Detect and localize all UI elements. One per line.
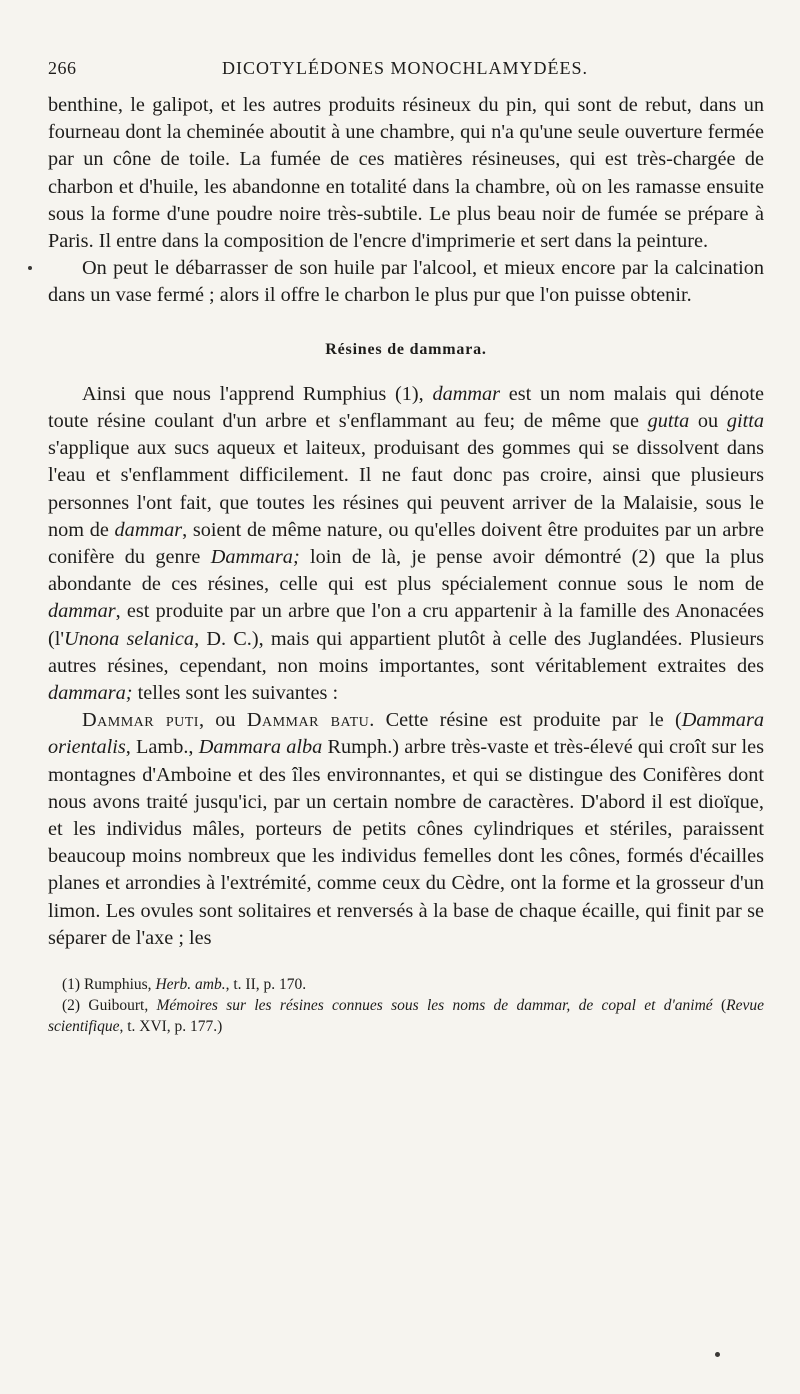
text-run: , t. II, p. 170.: [225, 976, 307, 994]
italic-term: Mémoires sur les résines connues sous les noms de dammar, de copal et d'animé: [156, 997, 713, 1015]
text-run: . Cette résine est produite par le (: [369, 709, 682, 732]
footnote-1: [48, 974, 764, 995]
italic-term: Revue scientifique: [48, 997, 764, 1036]
text-run: telles sont les suivantes :: [132, 682, 339, 705]
body-text: [48, 92, 764, 952]
margin-mark: [28, 266, 32, 270]
running-header: [48, 58, 764, 92]
italic-term: dammar: [114, 518, 183, 541]
italic-term: Dammara alba: [198, 736, 323, 759]
smallcaps-term: Dammar batu: [246, 709, 370, 732]
text-run: (1) Rumphius,: [62, 976, 156, 994]
text-run: , D. C.), mais qui appartient plutôt à celle des Juglandées. Plusieurs autres résines, cependant, non moins importantes, sont véritablement extraites des: [48, 627, 764, 677]
italic-term: dammara;: [48, 682, 133, 705]
paragraph-charcoal: On peut le débarrasser de son huile par l'alcool, et mieux encore par la calcination dans un vase fermé ; alors il offre le charbon le plus pur que l'on puisse obtenir.: [48, 257, 764, 307]
text-run: Ainsi que nous l'apprend Rumphius (1),: [82, 382, 433, 405]
text-run: (: [712, 997, 727, 1015]
text-run: loin de là, je pense avoir démontré (2) que la plus abondante de ces résines, celle qui est plus spécialement connue sous le nom de: [48, 546, 764, 596]
text-run: , ou: [198, 709, 247, 732]
text-run: ou: [689, 410, 727, 433]
italic-term: Herb. amb.: [155, 976, 226, 994]
section-heading: Résines de dammara.: [325, 340, 487, 358]
margin-mark: [715, 1352, 720, 1357]
italic-term: gutta: [647, 410, 690, 433]
paragraph-continued: benthine, le galipot, et les autres produits résineux du pin, qui sont de rebut, dans un fourneau dont la cheminée aboutit à une chambre, qui n'a qu'une seule ouverture fermée par un cône de toile. La fumée de ces matières résineuses, qui est très-chargée de charbon et d'huile, les abandonne en totalité dans la chambre, où on les ramasse ensuite sous la forme d'une poudre noire très-subtile. Le plus beau noir de fumée se prépare à Paris. Il entre dans la composition de l'encre d'imprimerie et sert dans la peinture.: [48, 94, 764, 253]
italic-term: dammar: [432, 382, 501, 405]
paragraph-dammar-origin: [48, 381, 764, 707]
text-run: , est produite par un arbre que l'on a cru appartenir à la famille des Anonacées (l': [48, 600, 764, 650]
footnote-2: [48, 995, 764, 1037]
smallcaps-term: Dammar puti: [82, 709, 199, 732]
italic-term: Dammara orientalis: [48, 709, 764, 759]
text-run: s'applique aux sucs aqueux et laiteux, produisant des gommes qui se dissolvent dans l'eau et s'enflamment difficilement. Il ne faut donc pas croire, ainsi que plusieurs personnes l'ont fait, que toutes les résines qui peuvent arriver de la Malaisie, sous le nom de: [48, 437, 764, 541]
italic-term: gitta: [726, 410, 764, 433]
italic-term: dammar: [48, 600, 116, 623]
paragraph-dammar-puti: [48, 707, 764, 952]
italic-term: Unona selanica: [64, 627, 195, 650]
italic-term: Dammara;: [210, 546, 300, 569]
running-title: DICOTYLÉDONES MONOCHLAMYDÉES.: [222, 58, 588, 78]
text-run: (2) Guibourt,: [62, 997, 157, 1015]
text-run: est un nom malais qui dénote toute résine coulant d'un arbre et s'enflammant au feu; de même que: [48, 382, 764, 433]
text-run: Rumph.) arbre très-vaste et très-élevé qui croît sur les montagnes d'Amboine et des îles environnantes, et qui se distingue des Conifères dont nous avons traité jusqu'ici, par un certain nombre de caractères. D'abord il est dioïque, et les individus mâles, porteurs de petits cônes cylindriques et stériles, paraissent beaucoup moins nombreux que les individus femelles dont les cônes, formés d'écailles planes et arrondies à l'extrémité, comme ceux du Cèdre, ont la forme et la grosseur d'un limon. Les ovules sont solitaires et renversés à la base de chaque écaille, qui finit par se séparer de l'axe ; les: [48, 736, 764, 949]
text-run: , Lamb.,: [125, 736, 199, 759]
text-run: , t. XVI, p. 177.): [119, 1018, 223, 1036]
text-run: , soient de même nature, ou qu'elles doivent être produites par un arbre conifère du genre: [48, 518, 764, 569]
footnotes: [48, 974, 764, 1037]
page-number: 266: [48, 58, 77, 78]
